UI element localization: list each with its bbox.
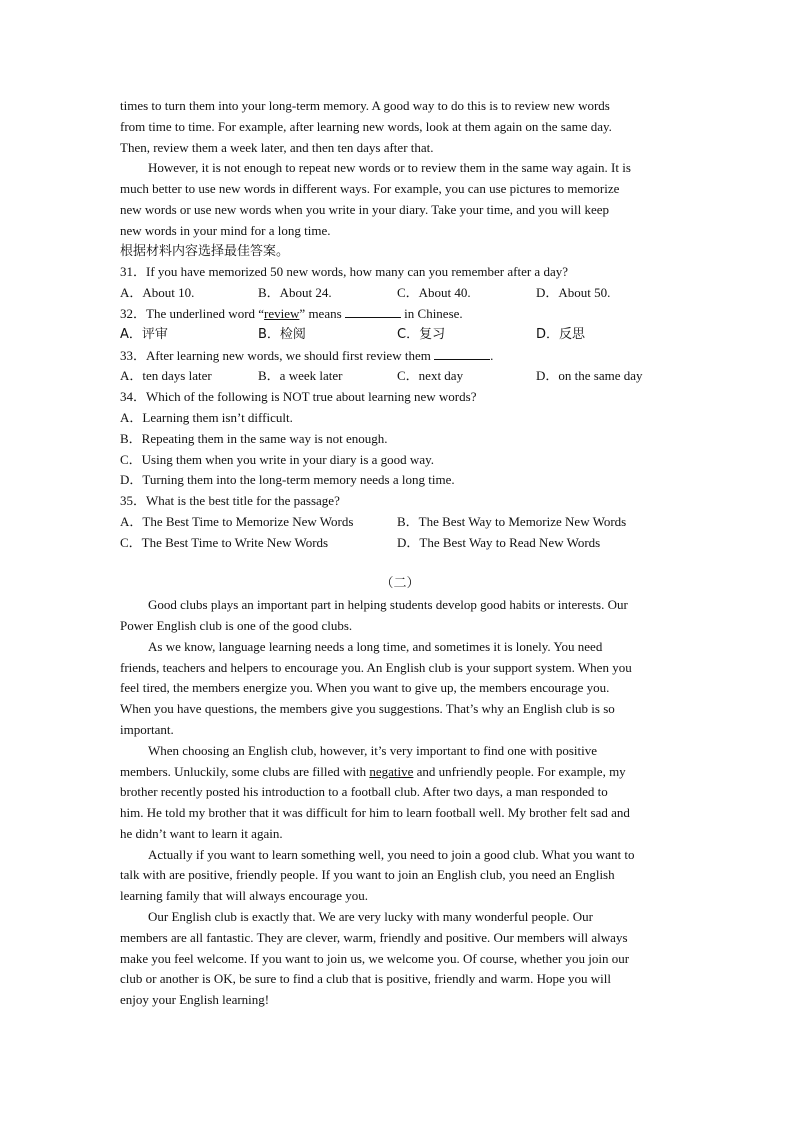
option-c: C．next day: [397, 368, 464, 384]
passage-line: brother recently posted his introduction to a football club. After two days, a man responded to: [120, 784, 608, 800]
instruction: 根据材料内容选择最佳答案。: [120, 243, 290, 259]
passage-line: talk with are positive, friendly people. If you want to join an English club, you need an English: [120, 867, 615, 883]
document-page: [120, 96, 680, 1011]
passage-line: As we know, language learning needs a long time, and sometimes it is lonely. You need: [148, 638, 603, 654]
passage-line: learning family that will always encourage you.: [120, 888, 369, 904]
question-35-options-row2: [120, 533, 680, 554]
option-c: C．The Best Time to Write New Words: [120, 534, 329, 550]
passage-line: friends, teachers and helpers to encourage you. An English club is your support system. When you: [120, 659, 632, 675]
passage-line: from time to time. For example, after learning new words, look at them again on the same day.: [120, 118, 612, 134]
question-32-options: [120, 325, 680, 346]
option-d: D．反思: [536, 326, 586, 342]
passage-line: When you have questions, the members give you suggestions. That’s why an English club is so: [120, 701, 615, 717]
passage-line: [120, 762, 680, 783]
passage-line: Our English club is exactly that. We are very lucky with many wonderful people. Our: [148, 909, 593, 925]
question-35-options-row1: [120, 512, 680, 533]
passage-line: new words in your mind for a long time.: [120, 222, 331, 238]
passage-line: make you feel welcome. If you want to join us, we welcome you. Of course, whether you join our: [120, 950, 630, 966]
option-a: A．The Best Time to Memorize New Words: [120, 513, 354, 529]
option-a: A．Learning them isn’t difficult.: [120, 409, 293, 425]
option-b: B．About 24.: [258, 285, 332, 301]
stem-text: .: [490, 347, 494, 363]
option-d: D．Turning them into the long-term memory needs a long time.: [120, 472, 455, 488]
answer-blank: [345, 305, 401, 318]
passage-line: he didn’t want to learn it again.: [120, 825, 283, 841]
question-31-options: [120, 283, 680, 304]
option-c: C．About 40.: [397, 285, 471, 301]
passage-line: much better to use new words in different ways. For example, you can use pictures to memorize: [120, 181, 620, 197]
option-d: D．About 50.: [536, 285, 611, 301]
underlined-word: review: [264, 305, 300, 321]
passage-line: new words or use new words when you write in your diary. Take your time, and you will keep: [120, 201, 610, 217]
passage-line: When choosing an English club, however, it’s very important to find one with positive: [148, 742, 597, 758]
option-d: D．on the same day: [536, 368, 643, 384]
passage-line: Good clubs plays an important part in helping students develop good habits or interests. Our: [148, 597, 628, 613]
passage-line: club or another is OK, be sure to find a club that is positive, friendly and warm. Hope you will: [120, 971, 612, 987]
passage-line: enjoy your English learning!: [120, 992, 270, 1008]
option-d: D．The Best Way to Read New Words: [397, 534, 601, 550]
question-31-stem: 31．If you have memorized 50 new words, how many can you remember after a day?: [120, 264, 568, 280]
option-b: B．检阅: [258, 326, 306, 342]
passage-text: members. Unluckily, some clubs are filled with: [120, 763, 367, 779]
passage-line: However, it is not enough to repeat new words or to review them in the same way again. It is: [148, 160, 631, 176]
question-35-stem: 35．What is the best title for the passage?: [120, 493, 340, 509]
stem-text: ” means: [299, 305, 342, 321]
option-b: B．The Best Way to Memorize New Words: [397, 513, 627, 529]
question-33-options: [120, 366, 680, 387]
passage-line: Power English club is one of the good clubs.: [120, 617, 353, 633]
option-a: A．ten days later: [120, 368, 212, 384]
answer-blank: [434, 347, 490, 360]
passage-line: Actually if you want to learn something well, you need to join a good club. What you want to: [148, 846, 635, 862]
section-heading: （二）: [380, 576, 420, 592]
option-a: A．评审: [120, 326, 168, 342]
underlined-word: negative: [369, 763, 414, 779]
passage-line: feel tired, the members energize you. When you want to give up, the members encourage you.: [120, 680, 610, 696]
question-32-stem: [120, 304, 680, 325]
question-33-stem: [120, 346, 680, 367]
passage-line: Then, review them a week later, and then ten days after that.: [120, 139, 434, 155]
option-b: B．Repeating them in the same way is not enough.: [120, 430, 388, 446]
option-c: C．复习: [397, 326, 446, 342]
option-a: A．About 10.: [120, 285, 195, 301]
stem-text: 32．The underlined word “: [120, 305, 265, 321]
passage-line: members are all fantastic. They are clever, warm, friendly and positive. Our members will always: [120, 929, 628, 945]
question-34-stem: 34．Which of the following is NOT true about learning new words?: [120, 389, 477, 405]
passage-text: and unfriendly people. For example, my: [416, 763, 626, 779]
passage-line: times to turn them into your long-term memory. A good way to do this is to review new words: [120, 98, 610, 113]
passage-line: him. He told my brother that it was difficult for him to learn football well. My brother felt sad and: [120, 805, 630, 821]
passage-line: important.: [120, 721, 174, 737]
stem-text: 33．After learning new words, we should first review them: [120, 347, 431, 363]
option-b: B．a week later: [258, 368, 343, 384]
option-c: C．Using them when you write in your diary is a good way.: [120, 451, 434, 467]
stem-text: in Chinese.: [404, 305, 463, 321]
